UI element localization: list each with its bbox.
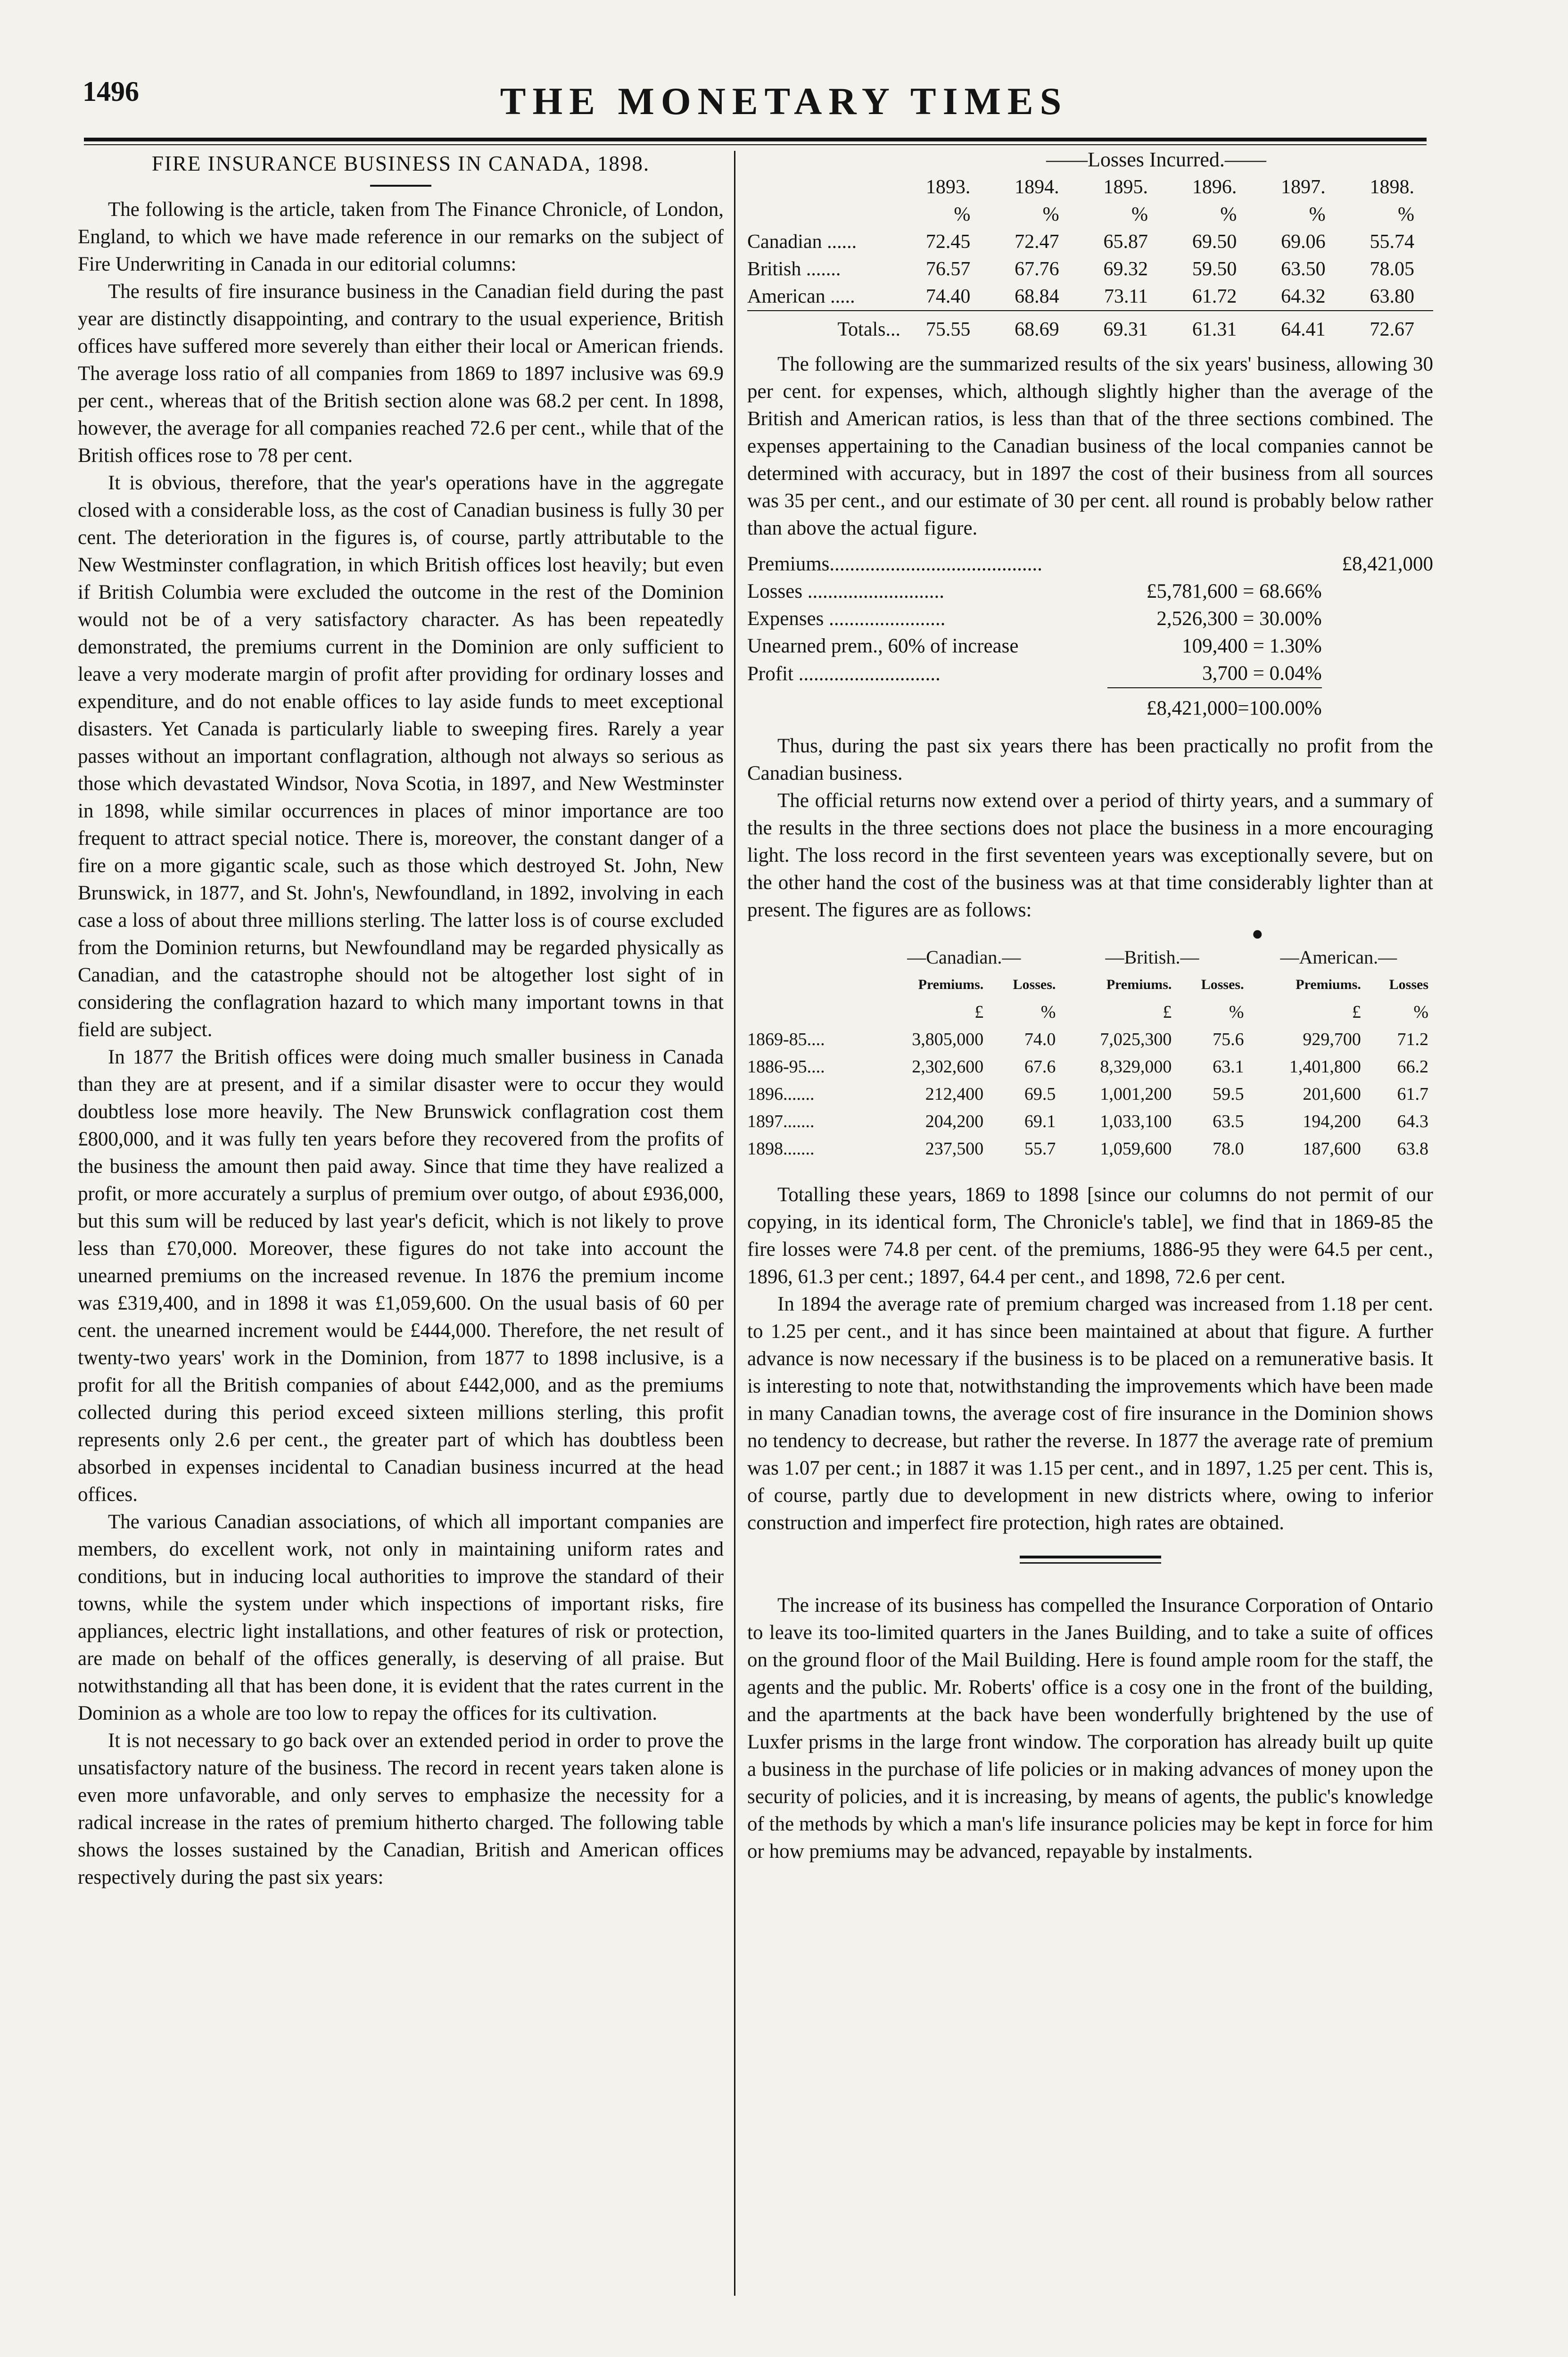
table-row	[747, 578, 1433, 605]
table-cell: %	[1309, 204, 1326, 225]
table-cell	[1322, 633, 1433, 660]
table-row	[747, 660, 1433, 688]
table-cell: 69.06	[1281, 231, 1326, 253]
paragraph: It is not necessary to go back over an extended period in order to prove the unsatisfactory nature of the business. The record in recent years taken alone is even more unfavorable, and only serves to emphasize the necessity for a radical increase in the rates of premium hitherto charged. The following table shows the losses sustained by the Canadian, British and American offices respectively during the past six years:	[78, 1730, 724, 1888]
table-cell: %	[1220, 204, 1237, 225]
masthead-title: THE MONETARY TIMES	[500, 80, 1068, 123]
table-cell: 63.50	[1281, 258, 1326, 280]
thirty-year-table	[747, 944, 1433, 1162]
row-label: Totals...	[747, 311, 900, 343]
table-cell: 204,200	[925, 1112, 984, 1131]
column-header: Losses.	[1201, 977, 1244, 992]
table-cell: %	[954, 204, 971, 225]
row-label: Unearned prem., 60% of increase	[747, 635, 1019, 657]
column-header: Premiums.	[1296, 977, 1361, 992]
table-cell: 76.57	[925, 258, 971, 280]
paragraph: In 1877 the British offices were doing much smaller business in Canada than they are at present, and if a similar disaster were to occur they would doubtless lose more heavily. The New Brunswick conflagration cost them £800,000, and it was fully ten years before they recovered from the profits of the business the amount then paid away. Since that time they have realized a profit, or more accurately a surplus of premium over outgo, of about £936,000, but this sum will be reduced by last year's deficit, which is not likely to prove less than £70,000. Moreover, these figures do not take into account the unearned premiums on the increased revenue. In 1876 the premium income was £319,400, and in 1898 it was £1,059,600. On the usual basis of 60 per cent. the unearned increment would be £444,000. Therefore, the net result of twenty-two years' work in the Dominion, from 1877 to 1898 inclusive, is a profit for all the British companies of about £442,000, and as the premiums collected during this period exceed sixteen millions sterling, this profit represents only 2.6 per cent., the greater part of which has doubtless been absorbed in expenses incidental to Canadian business incurred at the head offices.	[78, 1046, 724, 1506]
table-row	[747, 971, 1433, 998]
table-cell: 1897.	[1281, 176, 1326, 198]
column-header: Losses.	[1013, 977, 1056, 992]
table-cell: 2,302,600	[912, 1057, 984, 1077]
table-row	[747, 201, 1433, 228]
row-label: 1869-85....	[747, 1030, 825, 1049]
table-cell: 61.72	[1192, 286, 1237, 307]
table-cell: 75.55	[900, 311, 989, 343]
table-cell: 65.87	[1103, 231, 1148, 253]
table-cell: £	[1352, 1002, 1361, 1022]
table-cell: £	[974, 1002, 984, 1022]
table-cell: 64.41	[1255, 311, 1344, 343]
article-heading: FIRE INSURANCE BUSINESS IN CANADA, 1898.	[151, 152, 650, 175]
table-cell: 63.5	[1213, 1112, 1244, 1131]
table-cell: 61.7	[1397, 1084, 1428, 1104]
row-label: American .....	[747, 286, 855, 307]
table-row	[747, 551, 1433, 578]
table-cell: 78.05	[1370, 258, 1414, 280]
table-cell: 55.74	[1370, 231, 1414, 253]
table-row	[747, 283, 1433, 311]
row-label: Canadian ......	[747, 231, 857, 253]
table-row	[747, 1026, 1433, 1053]
table-cell	[1322, 605, 1433, 633]
table-row-totals	[747, 311, 1433, 343]
table-cell: 68.69	[989, 311, 1078, 343]
table-cell: 929,700	[1303, 1030, 1361, 1049]
table-cell: %	[1040, 1002, 1056, 1022]
table-cell: 72.45	[925, 231, 971, 253]
row-label: Premiums..........................................	[747, 553, 1042, 575]
row-label: Expenses .......................	[747, 608, 946, 630]
table-row	[747, 998, 1433, 1026]
table-cell: 1,001,200	[1100, 1084, 1172, 1104]
table-cell: 55.7	[1024, 1139, 1056, 1159]
bullet-mark: ●	[1251, 923, 1263, 945]
table-cell: 72.47	[1015, 231, 1059, 253]
table-cell: 194,200	[1303, 1112, 1361, 1131]
table-cell: £	[1163, 1002, 1172, 1022]
table-row	[747, 228, 1433, 255]
table-cell: 63.80	[1370, 286, 1414, 307]
table-cell: 8,329,000	[1100, 1057, 1172, 1077]
table-cell: 2,526,300 = 30.00%	[1156, 608, 1322, 630]
table-cell	[1322, 660, 1433, 688]
row-label: 1897.......	[747, 1112, 815, 1131]
row-label: 1898.......	[747, 1139, 815, 1159]
table-row	[747, 1108, 1433, 1135]
paragraph: The official returns now extend over a period of thirty years, and a summary of the results in the three sections does not place the business in a more encouraging light. The loss record in the first seventeen years was exceptionally severe, but on the other hand the cost of the business was at that time considerably lighter than at present. The figures are as follows:	[747, 790, 1433, 921]
table-cell: 237,500	[925, 1139, 984, 1159]
paragraph: The various Canadian associations, of which all important companies are members, do excellent work, not only in maintaining uniform rates and conditions, but in inducing local authorities to improve the standard of their towns, while the system under which inspections of important risks, fire appliances, electric light installations, and other features of risk or protection, are made on behalf of the offices generally, is deserving of all praise. But notwithstanding all that has been done, it is evident that the rates current in the Dominion as a whole are too low to repay the offices for its cultivation.	[78, 1511, 724, 1724]
table-cell: 63.1	[1213, 1057, 1244, 1077]
row-label: Profit ............................	[747, 662, 941, 685]
paragraph: The following is the article, taken from The Finance Chronicle, of London, England, to which we have made reference in our remarks on the subject of Fire Underwriting in Canada in our editorial columns:	[78, 198, 724, 275]
table-cell: 72.67	[1345, 311, 1433, 343]
row-label: British .......	[747, 258, 841, 280]
table-cell: 78.0	[1213, 1139, 1244, 1159]
table-cell: 74.40	[925, 286, 971, 307]
table-cell: 73.11	[1104, 286, 1148, 307]
heading-rule	[370, 185, 431, 187]
table-cell: 3,805,000	[912, 1030, 984, 1049]
table-cell: 7,025,300	[1100, 1030, 1172, 1049]
table-cell: 1,401,800	[1289, 1057, 1361, 1077]
column-group: —Canadian.—	[907, 947, 1021, 968]
table-cell: 61.31	[1167, 311, 1255, 343]
header-rule	[84, 138, 1427, 145]
table-cell: 67.6	[1024, 1057, 1056, 1077]
table-cell: 1898.	[1370, 176, 1414, 198]
column-header: Premiums.	[1106, 977, 1172, 992]
table-cell	[1322, 578, 1433, 605]
left-column	[78, 146, 724, 1891]
table-cell: 1,059,600	[1100, 1139, 1172, 1159]
paragraph: In 1894 the average rate of premium charged was increased from 1.18 per cent. to 1.25 per cent., and it has since been maintained at about that figure. A further advance is now necessary if the business is to be placed on a remunerative basis. It is interesting to note that, notwithstanding the improvements which have been made in many Canadian towns, the average cost of fire insurance in the Dominion shows no tendency to decrease, but rather the reverse. In 1877 the average rate of premium was 1.07 per cent.; in 1887 it was 1.15 per cent., and in 1897, 1.25 per cent. This is, of course, partly due to development in new districts where, owing to inferior construction and imperfect fire protection, high rates are obtained.	[747, 1293, 1433, 1534]
table-cell: 64.3	[1397, 1112, 1428, 1131]
table-cell: 66.2	[1397, 1057, 1428, 1077]
column-group: —American.—	[1280, 947, 1397, 968]
right-column	[747, 146, 1433, 1865]
paragraph: It is obvious, therefore, that the year's operations have in the aggregate closed with a considerable loss, as the cost of Canadian business is fully 30 per cent. The deterioration in the figures is, of course, partly attributable to the New Westminster conflagration, in which British offices lost heavily; but even if British Columbia were excluded the outcome in the rest of the Dominion would not be of a very satisfactory character. As has been repeatedly demonstrated, the premiums current in the Dominion are only sufficient to leave a very moderate margin of profit after providing for ordinary losses and expenditure, and do not enable offices to lay aside funds to meet exceptional disasters. Yet Canada is particularly liable to sweeping fires. Rarely a year passes without an important conflagration, although not always so serious as those which devastated Windsor, Nova Scotia, in 1897, and New Westminster in 1898, while similar occurrences in places of minor importance are too frequent to attract special notice. There is, moreover, the constant danger of a fire on a more gigantic scale, such as those which destroyed St. John, New Brunswick, in 1877, and St. John's, Newfoundland, in 1892, involving in each case a loss of about three millions sterling. The latter loss is of course excluded from the Dominion returns, but Newfoundland may be regarded physically as Canadian, and the catastrophe should not be altogether lost sight of in considering the conflagration hazard to which many important towns in that field are subject.	[78, 472, 724, 1041]
table-cell: 71.2	[1397, 1030, 1428, 1049]
table-cell: 59.50	[1192, 258, 1237, 280]
table-cell: 201,600	[1303, 1084, 1361, 1104]
paragraph: The results of fire insurance business in the Canadian field during the past year are distinctly disappointing, and contrary to the usual experience, British offices have suffered more severely than either their local or American friends. The average loss ratio of all companies from 1869 to 1897 inclusive was 69.9 per cent., whereas that of the British section alone was 68.2 per cent. In 1898, however, the average for all companies reached 72.6 per cent., while that of the British offices rose to 78 per cent.	[78, 280, 724, 467]
page-number: 1496	[83, 76, 139, 107]
paragraph: Totalling these years, 1869 to 1898 [since our columns do not permit of our copying, in its identical form, The Chronicle's table], we find that in 1869-85 the fire losses were 74.8 per cent. of the premiums, 1886-95 they were 64.5 per cent., 1896, 61.3 per cent.; 1897, 64.4 per cent., and 1898, 72.6 per cent.	[747, 1184, 1433, 1288]
table-cell: %	[1398, 204, 1414, 225]
table-cell: 59.5	[1213, 1084, 1244, 1104]
table-row	[747, 1135, 1433, 1162]
table-cell: 1,033,100	[1100, 1112, 1172, 1131]
table-cell: 67.76	[1015, 258, 1059, 280]
column-divider	[734, 151, 735, 2296]
table-cell: 1894.	[1015, 176, 1059, 198]
summary-table	[747, 551, 1433, 722]
table-cell: 64.32	[1281, 286, 1326, 307]
table-row	[747, 944, 1433, 971]
table-cell: 68.84	[1015, 286, 1059, 307]
row-label: 1896.......	[747, 1084, 815, 1104]
table-cell: £8,421,000	[1342, 553, 1433, 575]
table-row	[747, 1080, 1433, 1108]
row-label: Losses ...........................	[747, 580, 945, 602]
section-divider	[1020, 1556, 1161, 1564]
table-row	[747, 255, 1433, 283]
table-cell: 109,400 = 1.30%	[1182, 635, 1322, 657]
paragraph: The increase of its business has compelled the Insurance Corporation of Ontario to leave its too-limited quarters in the Janes Building, and to take a suite of offices on the ground floor of the Mail Building. Here is found ample room for the staff, the agents and the public. Mr. Roberts' office is a cosy one in the front of the building, and the apartments at the back have been wonderfully brightened by the use of Luxfer prisms in the large front window. The corporation has already built up quite a business in the purchase of life policies or in making advances of money upon the security of policies, and it is increasing, by means of agents, the public's knowledge of the methods by which a man's life insurance policies may be kept in force for him or how premiums may be advanced, repayable by instalments.	[747, 1594, 1433, 1863]
column-group: —British.—	[1105, 947, 1199, 968]
losses-table	[747, 173, 1433, 343]
table-cell: %	[1229, 1002, 1244, 1022]
losses-table-title: ——Losses Incurred.——	[1046, 148, 1266, 171]
table-cell	[1107, 551, 1321, 578]
table-cell: 187,600	[1303, 1139, 1361, 1159]
table-cell: %	[1042, 204, 1059, 225]
table-cell: 1896.	[1192, 176, 1237, 198]
table-cell: £8,421,000=100.00%	[1146, 697, 1322, 719]
paragraph: The following are the summarized results of the six years' business, allowing 30 per cent. for expenses, which, although slightly higher than the average of the British and American ratios, is less than that of the three sections combined. The expenses appertaining to the Canadian business of the local companies cannot be determined with accuracy, but in 1897 the cost of their business from all sources was 35 per cent., and our estimate of 30 per cent. all round is probably below rather than above the actual figure.	[747, 353, 1433, 539]
table-row	[747, 173, 1433, 201]
table-cell: 69.1	[1024, 1112, 1056, 1131]
table-cell: 69.32	[1103, 258, 1148, 280]
paragraph: Thus, during the past six years there has been practically no profit from the Canadian business.	[747, 735, 1433, 784]
table-cell: 63.8	[1397, 1139, 1428, 1159]
table-cell: 74.0	[1024, 1030, 1056, 1049]
table-row	[747, 1053, 1433, 1080]
table-cell: 1895.	[1103, 176, 1148, 198]
table-cell: %	[1413, 1002, 1428, 1022]
table-cell: 69.50	[1192, 231, 1237, 253]
table-cell: 212,400	[925, 1084, 984, 1104]
table-row	[747, 605, 1433, 633]
table-row	[747, 633, 1433, 660]
table-cell: 69.31	[1078, 311, 1167, 343]
row-label: 1886-95....	[747, 1057, 825, 1077]
column-header: Losses	[1389, 977, 1428, 992]
table-row-total	[747, 688, 1433, 722]
table-cell: £5,781,600 = 68.66%	[1146, 580, 1322, 602]
table-cell: 3,700 = 0.04%	[1107, 660, 1321, 688]
table-cell: 69.5	[1024, 1084, 1056, 1104]
column-header: Premiums.	[918, 977, 984, 992]
table-cell: 1893.	[925, 176, 971, 198]
table-cell: 75.6	[1213, 1030, 1244, 1049]
table-cell: %	[1131, 204, 1148, 225]
